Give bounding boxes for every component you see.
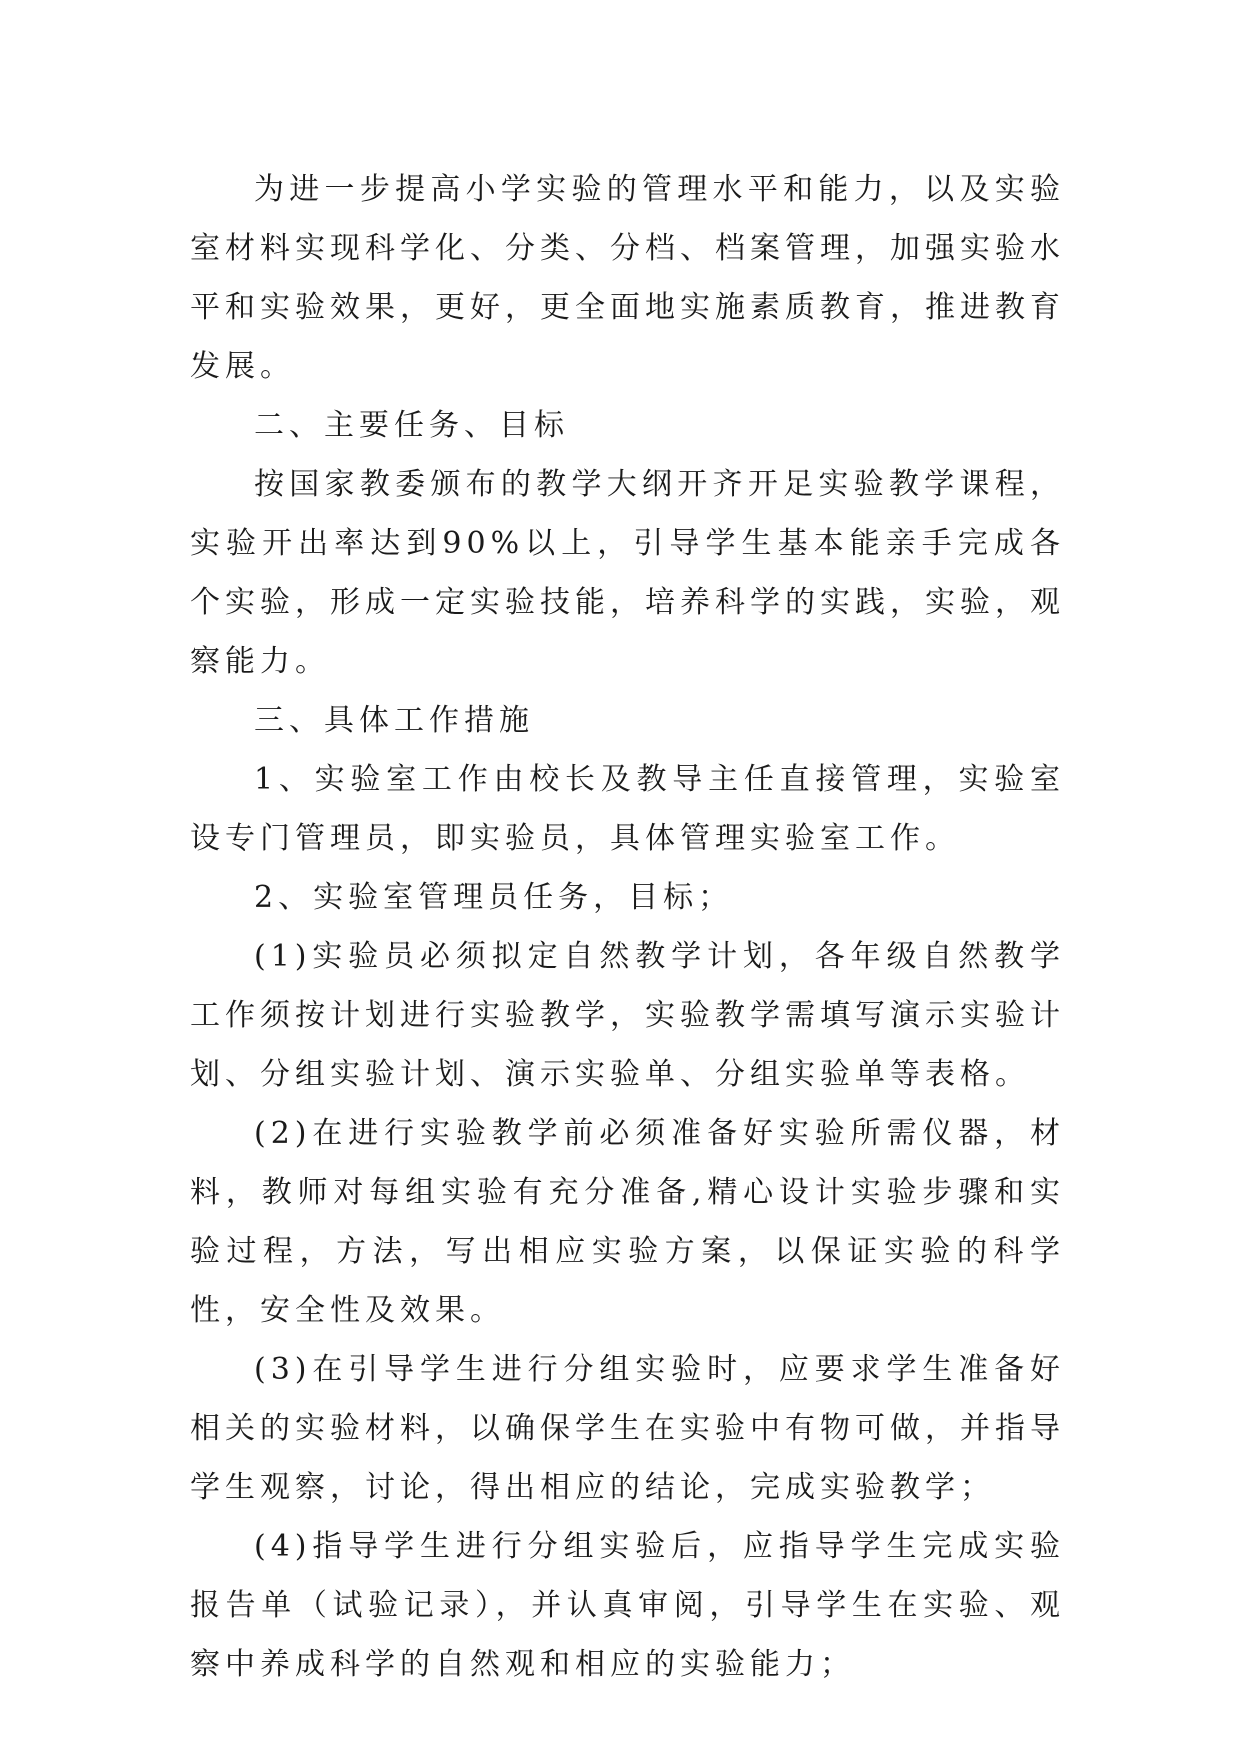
paragraph-measure-2: 2、实验室管理员任务，目标； [254, 880, 734, 915]
heading-measures: 三、具体工作措施 [254, 703, 534, 738]
paragraph-item-3: (3)在引导学生进行分组实验时，应要求学生准备好相关的实验材料，以确保学生在实验中有物可做，并指导学生观察，讨论，得出相应的结论，完成实验教学； [190, 1352, 1065, 1505]
paragraph-item-2: (2)在进行实验教学前必须准备好实验所需仪器，材料，教师对每组实验有充分准备,精心设计实验步骤和实验过程，方法，写出相应实验方案，以保证实验的科学性，安全性及效果。 [190, 1116, 1065, 1328]
heading-main-tasks: 二、主要任务、目标 [254, 408, 569, 443]
paragraph-item-4: (4)指导学生进行分组实验后，应指导学生完成实验报告单（试验记录），并认真审阅，引导学生在实验、观察中养成科学的自然观和相应的实验能力； [190, 1529, 1065, 1682]
paragraph-tasks: 按国家教委颁布的教学大纲开齐开足实验教学课程，实验开出率达到90%以上，引导学生基本能亲手完成各个实验，形成一定实验技能，培养科学的实践，实验，观察能力。 [190, 467, 1065, 679]
paragraph-item-1: (1)实验员必须拟定自然教学计划，各年级自然教学工作须按计划进行实验教学，实验教学需填写演示实验计划、分组实验计划、演示实验单、分组实验单等表格。 [190, 939, 1065, 1092]
paragraph-measure-1: 1、实验室工作由校长及教导主任直接管理，实验室设专门管理员，即实验员，具体管理实验室工作。 [190, 762, 1065, 856]
document-body [190, 160, 1065, 1694]
paragraph-intro: 为进一步提高小学实验的管理水平和能力，以及实验室材料实现科学化、分类、分档、档案管理，加强实验水平和实验效果，更好，更全面地实施素质教育，推进教育发展。 [190, 172, 1065, 384]
